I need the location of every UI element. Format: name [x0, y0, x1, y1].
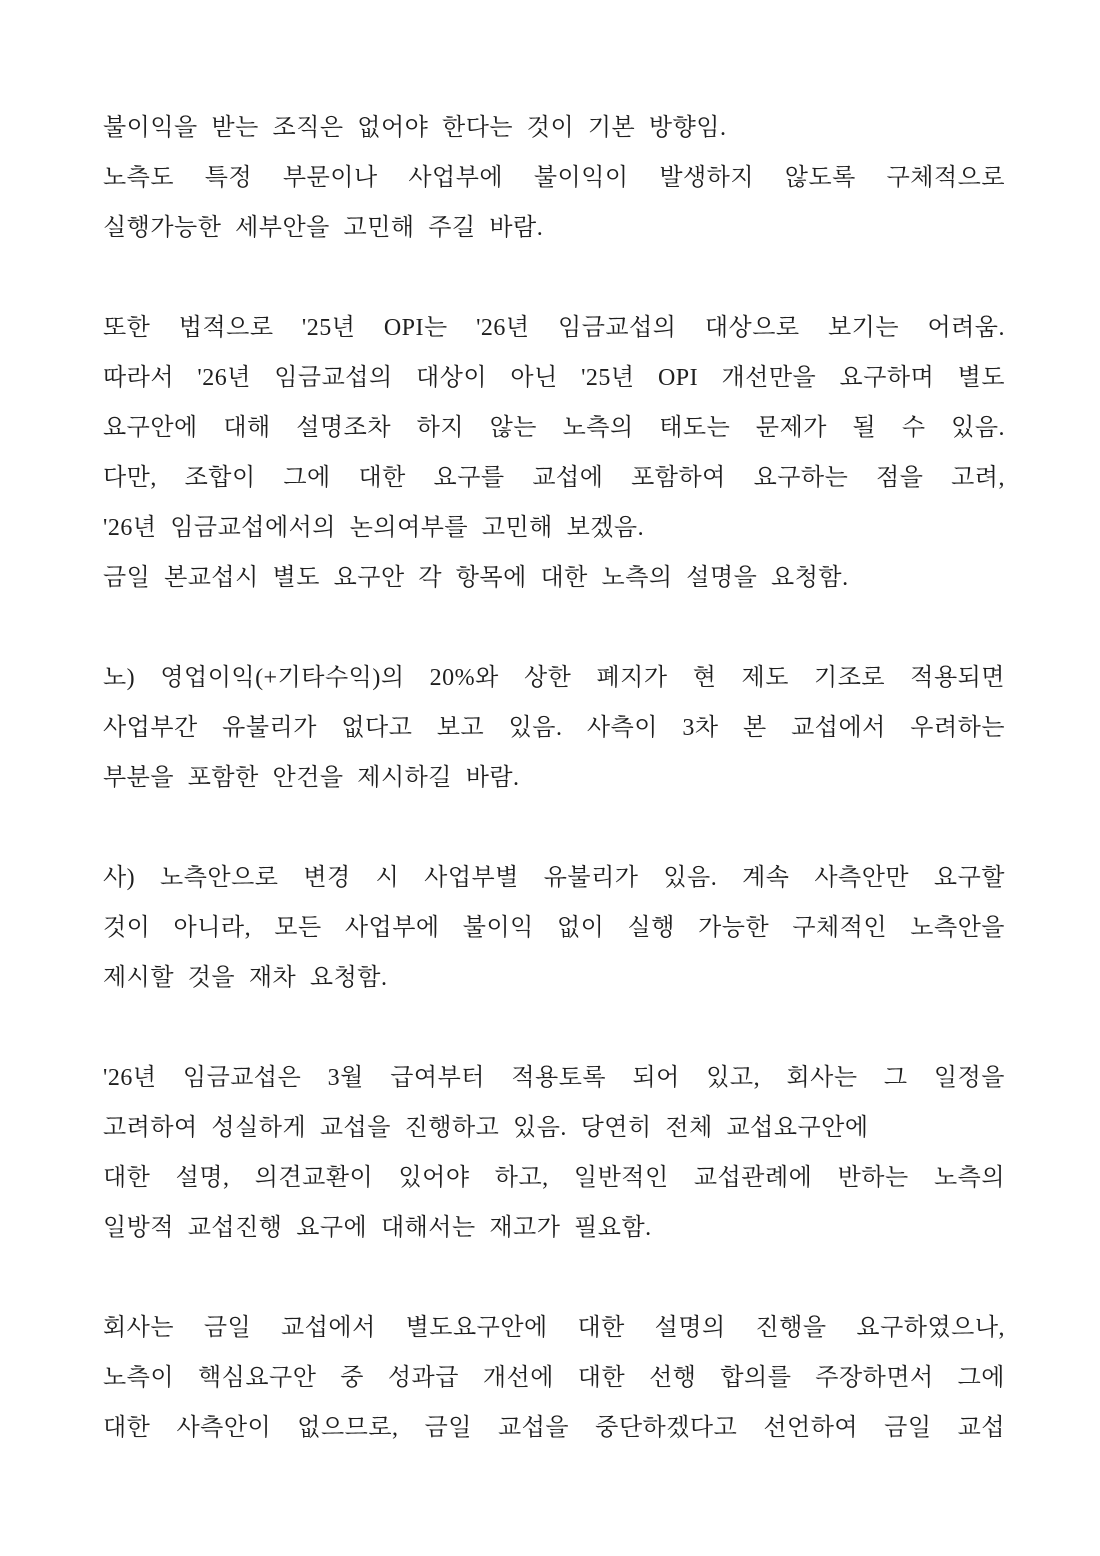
- text-line: 불이익을 받는 조직은 없어야 한다는 것이 기본 방향임.: [103, 115, 727, 141]
- text-line: '26년 임금교섭은 3월 급여부터 적용토록 되어 있고, 회사는 그 일정을: [103, 1065, 1005, 1091]
- paragraph: [103, 853, 1005, 1003]
- text-line: 노측도 특정 부문이나 사업부에 불이익이 발생하지 않도록 구체적으로: [103, 165, 1005, 191]
- text-line: 제시할 것을 재차 요청함.: [103, 965, 388, 991]
- text-line: 또한 법적으로 '25년 OPI는 '26년 임금교섭의 대상으로 보기는 어려움.: [103, 315, 1005, 341]
- paragraph: [103, 1303, 1005, 1453]
- paragraph: [103, 103, 1005, 253]
- text-line: 실행가능한 세부안을 고민해 주길 바람.: [103, 215, 544, 241]
- text-line: 것이 아니라, 모든 사업부에 불이익 없이 실행 가능한 구체적인 노측안을: [103, 915, 1005, 941]
- text-line: 사업부간 유불리가 없다고 보고 있음. 사측이 3차 본 교섭에서 우려하는: [103, 715, 1005, 741]
- text-line: 대한 사측안이 없으므로, 금일 교섭을 중단하겠다고 선언하여 금일 교섭: [103, 1415, 1005, 1441]
- text-line: 고려하여 성실하게 교섭을 진행하고 있음. 당연히 전체 교섭요구안에: [103, 1115, 869, 1141]
- text-line: 사) 노측안으로 변경 시 사업부별 유불리가 있음. 계속 사측안만 요구할: [103, 865, 1005, 891]
- text-line: 일방적 교섭진행 요구에 대해서는 재고가 필요함.: [103, 1215, 652, 1241]
- text-line: '26년 임금교섭에서의 논의여부를 고민해 보겠음.: [103, 515, 645, 541]
- text-line: 대한 설명, 의견교환이 있어야 하고, 일반적인 교섭관례에 반하는 노측의: [103, 1165, 1005, 1191]
- text-line: 금일 본교섭시 별도 요구안 각 항목에 대한 노측의 설명을 요청함.: [103, 565, 849, 591]
- paragraph: [103, 1053, 1005, 1253]
- text-line: 노측이 핵심요구안 중 성과급 개선에 대한 선행 합의를 주장하면서 그에: [103, 1365, 1005, 1391]
- text-line: 회사는 금일 교섭에서 별도요구안에 대한 설명의 진행을 요구하였으나,: [103, 1315, 1005, 1341]
- text-line: 다만, 조합이 그에 대한 요구를 교섭에 포함하여 요구하는 점을 고려,: [103, 465, 1005, 491]
- text-line: 노) 영업이익(+기타수익)의 20%와 상한 폐지가 현 제도 기조로 적용되면: [103, 665, 1005, 691]
- text-line: 요구안에 대해 설명조차 하지 않는 노측의 태도는 문제가 될 수 있음.: [103, 415, 1005, 441]
- paragraph: [103, 303, 1005, 603]
- text-line: 부분을 포함한 안건을 제시하길 바람.: [103, 765, 520, 791]
- text-line: 따라서 '26년 임금교섭의 대상이 아닌 '25년 OPI 개선만을 요구하며 별도: [103, 365, 1005, 391]
- paragraph: [103, 653, 1005, 803]
- document-body: [103, 103, 1005, 1453]
